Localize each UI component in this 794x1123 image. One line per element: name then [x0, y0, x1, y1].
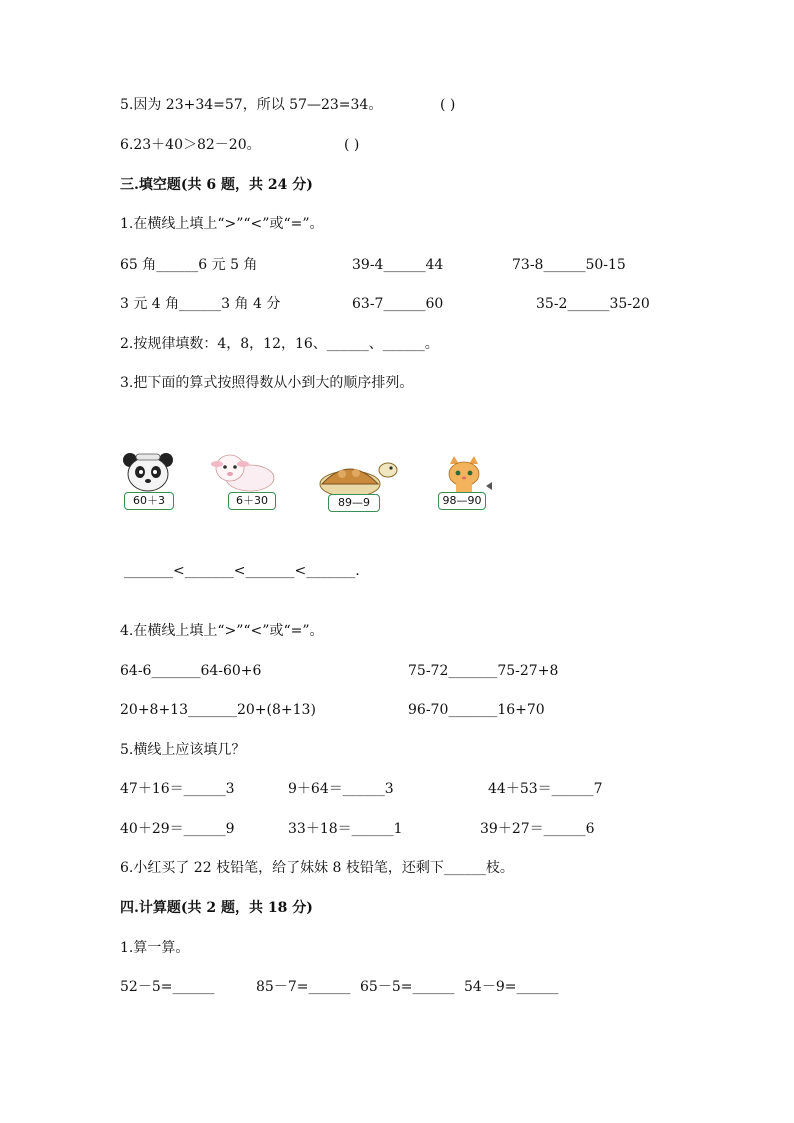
s3-q3-order-line[interactable]: _______<_______<_______<_______.: [124, 563, 360, 579]
s3-q4-r1-b[interactable]: 75-72_______75-27+8: [408, 663, 559, 679]
cat-icon: [434, 456, 494, 496]
s4-q1-item-4[interactable]: 54－9=______: [464, 979, 559, 995]
s3-q1-r2-b[interactable]: 63-7______60: [352, 296, 444, 312]
s3-q1-r2-c[interactable]: 35-2______35-20: [536, 296, 650, 312]
s4-q1-item-1[interactable]: 52－5=______: [120, 979, 215, 995]
s3-q5-text: 5.横线上应该填几？: [120, 742, 246, 758]
s3-q1-r2-a[interactable]: 3 元 4 角______3 角 4 分: [120, 296, 281, 312]
sheep-expr: 6＋30: [228, 492, 276, 510]
s4-q1-item-2[interactable]: 85－7=______: [256, 979, 351, 995]
s3-q4-r2-b[interactable]: 96-70_______16+70: [408, 702, 545, 718]
s3-q1-r1-a[interactable]: 65 角______6 元 5 角: [120, 257, 258, 273]
s3-q5-r2-b[interactable]: 33＋18＝______1: [288, 821, 403, 837]
animal-card-turtle: [312, 458, 400, 514]
small-arrow-icon: [486, 482, 492, 490]
judge-q5: 5.因为 23+34=57，所以 57—23=34。: [120, 97, 383, 113]
s3-q5-r2-a[interactable]: 40＋29＝______9: [120, 821, 235, 837]
s4-q1-text: 1.算一算。: [120, 940, 190, 956]
s3-q3-text: 3.把下面的算式按照得数从小到大的顺序排列。: [120, 375, 414, 391]
turtle-expr: 89—9: [328, 494, 380, 512]
s3-q5-r1-a[interactable]: 47＋16＝______3: [120, 781, 235, 797]
animal-card-panda: [118, 450, 178, 514]
judge-q5-answer-paren[interactable]: ( ): [440, 97, 456, 113]
s3-q6-text[interactable]: 6.小红买了 22 枝铅笔，给了妹妹 8 枝铅笔，还剩下______枝。: [120, 860, 514, 876]
s3-q1-text: 1.在横线上填上“>”“<”或“=”。: [120, 216, 324, 232]
s3-q2-text[interactable]: 2.按规律填数：4，8，12，16、______、______。: [120, 336, 439, 352]
judge-q6-answer-paren[interactable]: ( ): [344, 137, 360, 153]
s4-q1-item-3[interactable]: 65－5=______: [360, 979, 455, 995]
animal-card-sheep: [208, 452, 278, 514]
s3-q4-r1-a[interactable]: 64-6_______64-60+6: [120, 663, 262, 679]
animal-card-cat: [434, 456, 494, 514]
sheep-icon: [208, 452, 278, 494]
panda-icon: [118, 450, 178, 494]
section3-title: 三.填空题(共 6 题，共 24 分): [120, 177, 313, 193]
s3-q5-r1-c[interactable]: 44＋53＝______7: [488, 781, 603, 797]
judge-q6: 6.23＋40＞82－20。: [120, 137, 261, 153]
s3-q1-r1-c[interactable]: 73-8______50-15: [512, 257, 626, 273]
panda-expr: 60＋3: [124, 492, 174, 510]
s3-q4-text: 4.在横线上填上“>”“<”或“=”。: [120, 623, 324, 639]
turtle-icon: [312, 458, 400, 498]
s3-q5-r2-c[interactable]: 39＋27＝______6: [480, 821, 595, 837]
section4-title: 四.计算题(共 2 题，共 18 分): [120, 900, 313, 916]
cat-expr: 98—90: [438, 492, 486, 510]
s3-q4-r2-a[interactable]: 20+8+13_______20+(8+13): [120, 702, 316, 718]
s3-q1-r1-b[interactable]: 39-4______44: [352, 257, 444, 273]
s3-q5-r1-b[interactable]: 9＋64＝______3: [288, 781, 394, 797]
